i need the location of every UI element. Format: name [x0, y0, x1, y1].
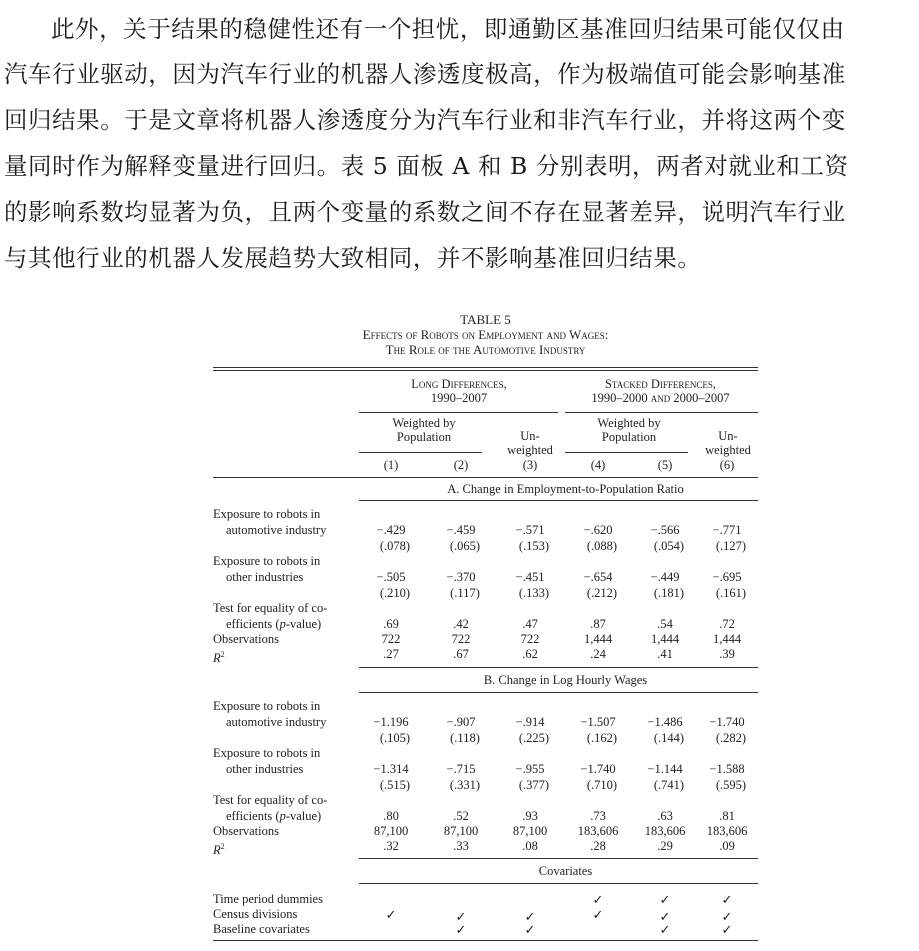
r2-cell: .08 [522, 839, 538, 853]
check-icon: ✓ [524, 922, 536, 937]
se-cell: (.331) [449, 778, 481, 792]
paragraph-line: 回归结果。于是文章将机器人渗透度分为汽车行业和非汽车行业，并将这两个变 [4, 106, 846, 134]
r2-cell: .39 [719, 647, 735, 661]
panel-a-rule [359, 500, 758, 501]
group-header-line: 1990–2007 [430, 391, 488, 405]
subheader-line: Un- [718, 429, 738, 443]
pvalue-cell: .63 [657, 809, 673, 823]
label-part: efficients ( [226, 809, 280, 823]
subheader-unweighted-2 [698, 429, 758, 457]
paragraph-line: 汽车行业驱动，因为汽车行业的机器人渗透度极高，作为极端值可能会影响基准 [4, 60, 846, 88]
obs-cell: 87,100 [512, 824, 548, 838]
subheader-weighted-2 [565, 416, 693, 444]
subheader-line: weighted [507, 443, 553, 457]
obs-cell: 1,444 [583, 632, 613, 646]
pvalue-cell: .72 [719, 617, 735, 631]
coef-cell: −.620 [583, 523, 613, 537]
pvalue-cell: .73 [590, 809, 606, 823]
header-bottom-rule [213, 477, 758, 478]
coef-cell: −.566 [650, 523, 680, 537]
se-cell: (.105) [379, 731, 411, 745]
row-label: automotive industry [226, 523, 327, 537]
panel-b-rule [359, 692, 758, 693]
paragraph-line: 的影响系数均显著为负，且两个变量的系数之间不存在显著差异，说明汽车行业 [4, 198, 846, 226]
group-header-line: 1990–2000 and 2000–2007 [591, 391, 730, 405]
covariate-row-label: Time period dummies [213, 892, 323, 906]
coef-cell: −.914 [515, 715, 545, 729]
se-cell: (.162) [586, 731, 618, 745]
coef-cell: −.451 [515, 570, 545, 584]
r2-cell: .41 [657, 647, 673, 661]
subheader-line: weighted [705, 443, 751, 457]
se-cell: (.078) [379, 539, 411, 553]
label-part: R [213, 843, 221, 858]
row-label: Test for equality of co- [213, 793, 328, 807]
se-cell: (.282) [715, 731, 747, 745]
column-number: (1) [383, 458, 399, 472]
subheader-weighted-1 [359, 416, 489, 444]
row-label [226, 809, 321, 824]
se-cell: (.212) [586, 586, 618, 600]
coef-cell: −.907 [446, 715, 476, 729]
r2-cell: .29 [657, 839, 673, 853]
subheader-line: Un- [520, 429, 540, 443]
row-label: Exposure to robots in [213, 507, 321, 521]
se-cell: (.710) [586, 778, 618, 792]
pvalue-cell: .93 [522, 809, 538, 823]
subheader-line: Population [601, 430, 657, 444]
row-label: Observations [213, 824, 279, 838]
label-part: R [213, 651, 221, 666]
se-cell: (.117) [450, 586, 480, 600]
label-part: p [279, 617, 286, 631]
column-number: (4) [590, 458, 606, 472]
group-header-long [359, 377, 559, 405]
table-number: TABLE 5 [460, 312, 511, 327]
obs-cell: 183,606 [644, 824, 686, 838]
paragraph-line: 此外，关于结果的稳健性还有一个担忧，即通勤区基准回归结果可能仅仅由 [51, 15, 845, 43]
top-rule [213, 370, 758, 371]
se-cell: (.144) [653, 731, 685, 745]
coef-cell: −.505 [376, 570, 406, 584]
r2-cell: .67 [453, 647, 469, 661]
pvalue-cell: .54 [657, 617, 673, 631]
paragraph-line: 量同时作为解释变量进行回归。表 5 面板 A 和 B 分别表明，两者对就业和工资 [4, 152, 849, 180]
coef-cell: −.715 [446, 762, 476, 776]
pvalue-cell: .42 [453, 617, 469, 631]
obs-cell: 87,100 [443, 824, 479, 838]
r2-cell: .32 [383, 839, 399, 853]
row-label [213, 647, 225, 666]
coef-cell: −1.196 [373, 715, 409, 729]
obs-cell: 1,444 [712, 632, 742, 646]
r2-cell: .27 [383, 647, 399, 661]
label-part: 2 [220, 650, 225, 659]
covariates-rule [359, 883, 758, 884]
column-number: (3) [522, 458, 538, 472]
table-title-line1: Effects of Robots on Employment and Wages: [362, 327, 609, 342]
pvalue-cell: .81 [719, 809, 735, 823]
panel-a-title: A. Change in Employment-to-Population Ratio [447, 482, 684, 496]
obs-cell: 722 [451, 632, 471, 646]
pvalue-cell: .52 [453, 809, 469, 823]
coef-cell: −.654 [583, 570, 613, 584]
check-icon: ✓ [659, 922, 671, 937]
check-icon: ✓ [592, 892, 604, 907]
coef-cell: −1.588 [709, 762, 745, 776]
obs-cell: 722 [520, 632, 540, 646]
label-part: efficients ( [226, 617, 280, 631]
se-cell: (.054) [653, 539, 685, 553]
subheader-line: Weighted by [392, 416, 456, 430]
row-label: Exposure to robots in [213, 746, 321, 760]
table-title-line2: The Role of the Automotive Industry [385, 342, 586, 357]
column-number: (6) [719, 458, 735, 472]
r2-cell: .24 [590, 647, 606, 661]
row-label: other industries [226, 570, 304, 584]
r2-cell: .09 [719, 839, 735, 853]
coef-cell: −1.486 [647, 715, 683, 729]
coef-cell: −1.144 [647, 762, 683, 776]
panel-b-title: B. Change in Log Hourly Wages [483, 673, 648, 687]
pvalue-cell: .80 [383, 809, 399, 823]
coef-cell: −.370 [446, 570, 476, 584]
se-cell: (.118) [450, 731, 480, 745]
top-rule [213, 367, 758, 368]
obs-cell: 183,606 [706, 824, 748, 838]
coef-cell: −.771 [712, 523, 742, 537]
panel-b-bottom-rule [359, 858, 758, 859]
coef-cell: −1.314 [373, 762, 409, 776]
subheader-line: Weighted by [597, 416, 661, 430]
coef-cell: −.955 [515, 762, 545, 776]
pvalue-cell: .87 [590, 617, 606, 631]
row-label: Test for equality of co- [213, 601, 328, 615]
covariates-title: Covariates [538, 864, 593, 878]
check-icon: ✓ [659, 909, 671, 924]
covariate-row-label: Census divisions [213, 907, 298, 921]
subheader-line: Population [396, 430, 452, 444]
se-cell: (.377) [518, 778, 550, 792]
check-icon: ✓ [659, 892, 671, 907]
coef-cell: −1.740 [709, 715, 745, 729]
obs-cell: 183,606 [577, 824, 619, 838]
check-icon: ✓ [721, 922, 733, 937]
se-cell: (.225) [518, 731, 550, 745]
column-number: (5) [657, 458, 673, 472]
coef-cell: −.695 [712, 570, 742, 584]
coef-cell: −.449 [650, 570, 680, 584]
r2-cell: .62 [522, 647, 538, 661]
check-icon: ✓ [721, 909, 733, 924]
obs-cell: 87,100 [373, 824, 409, 838]
se-cell: (.161) [715, 586, 747, 600]
group-header-line: Long Differences, [411, 377, 507, 391]
table-bottom-rule [213, 940, 758, 941]
se-cell: (.515) [379, 778, 411, 792]
paragraph-line: 与其他行业的机器人发展趋势大致相同，并不影响基准回归结果。 [4, 244, 702, 272]
row-label: Exposure to robots in [213, 554, 321, 568]
weighted-rule [359, 452, 482, 453]
row-label: Exposure to robots in [213, 699, 321, 713]
se-cell: (.210) [379, 586, 411, 600]
subheader-unweighted-1 [500, 429, 560, 457]
se-cell: (.065) [449, 539, 481, 553]
obs-cell: 722 [381, 632, 401, 646]
se-cell: (.133) [518, 586, 550, 600]
row-label [213, 839, 225, 858]
se-cell: (.088) [586, 539, 618, 553]
pvalue-cell: .47 [522, 617, 538, 631]
label-part: -value) [285, 617, 322, 631]
se-cell: (.181) [653, 586, 685, 600]
obs-cell: 1,444 [650, 632, 680, 646]
row-label: Observations [213, 632, 279, 646]
coef-cell: −.459 [446, 523, 476, 537]
label-part: p [279, 809, 286, 823]
check-icon: ✓ [592, 907, 604, 922]
se-cell: (.741) [653, 778, 685, 792]
label-part: -value) [285, 809, 322, 823]
column-number: (2) [453, 458, 469, 472]
check-icon: ✓ [385, 907, 397, 922]
row-label: other industries [226, 762, 304, 776]
se-cell: (.595) [715, 778, 747, 792]
covariate-row-label: Baseline covariates [213, 922, 310, 936]
coef-cell: −.429 [376, 523, 406, 537]
check-icon: ✓ [455, 909, 467, 924]
coef-cell: −.571 [515, 523, 545, 537]
r2-cell: .28 [590, 839, 606, 853]
group-header-stacked [563, 377, 758, 405]
panel-a-bottom-rule [359, 667, 758, 668]
row-label: automotive industry [226, 715, 327, 729]
label-part: 2 [220, 842, 225, 851]
table-5 [213, 312, 758, 942]
check-icon: ✓ [721, 892, 733, 907]
coef-cell: −1.507 [580, 715, 616, 729]
pvalue-cell: .69 [383, 617, 399, 631]
se-cell: (.127) [715, 539, 747, 553]
row-label [226, 617, 321, 632]
group-rule [565, 412, 758, 413]
group-rule [359, 412, 558, 413]
check-icon: ✓ [524, 909, 536, 924]
weighted-rule [565, 452, 688, 453]
group-header-line: Stacked Differences, [604, 377, 717, 391]
coef-cell: −1.740 [580, 762, 616, 776]
se-cell: (.153) [518, 539, 550, 553]
r2-cell: .33 [453, 839, 469, 853]
check-icon: ✓ [455, 922, 467, 937]
